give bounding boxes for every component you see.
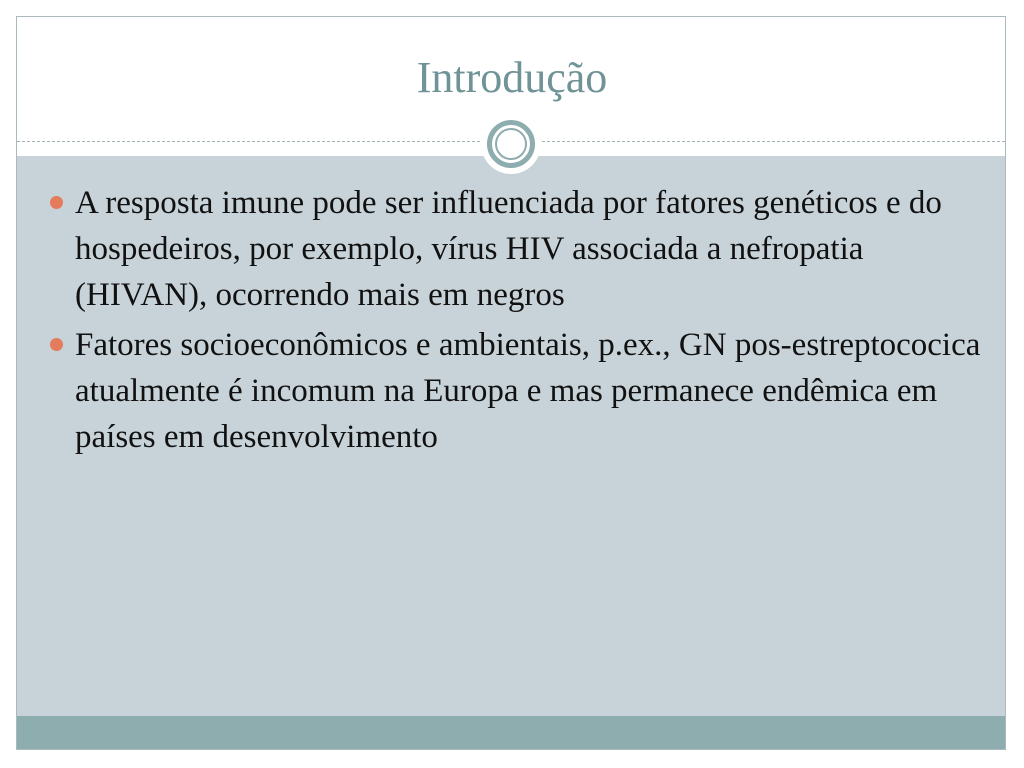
bullet-text: A resposta imune pode ser influenciada por fatores genéticos e do hospedeiros, por exemplo, vírus HIV associada a nefropatia (HIVAN), ocorrendo mais em negros: [75, 185, 942, 313]
circle-ornament-inner: [495, 128, 527, 160]
bullet-text: Fatores socioeconômicos e ambientais, p.ex., GN pos-estreptococica atualmente é incomum na Europa e mas permanece endêmica em países em desenvolvimento: [75, 327, 981, 455]
bullet-item: [47, 180, 987, 318]
slide-title: Introdução: [416, 53, 608, 102]
bullet-list: [47, 180, 987, 464]
bullet-dot-icon: [50, 338, 63, 351]
bullet-item: [47, 322, 987, 460]
footer-band: [17, 716, 1005, 749]
bullet-dot-icon: [50, 196, 63, 209]
